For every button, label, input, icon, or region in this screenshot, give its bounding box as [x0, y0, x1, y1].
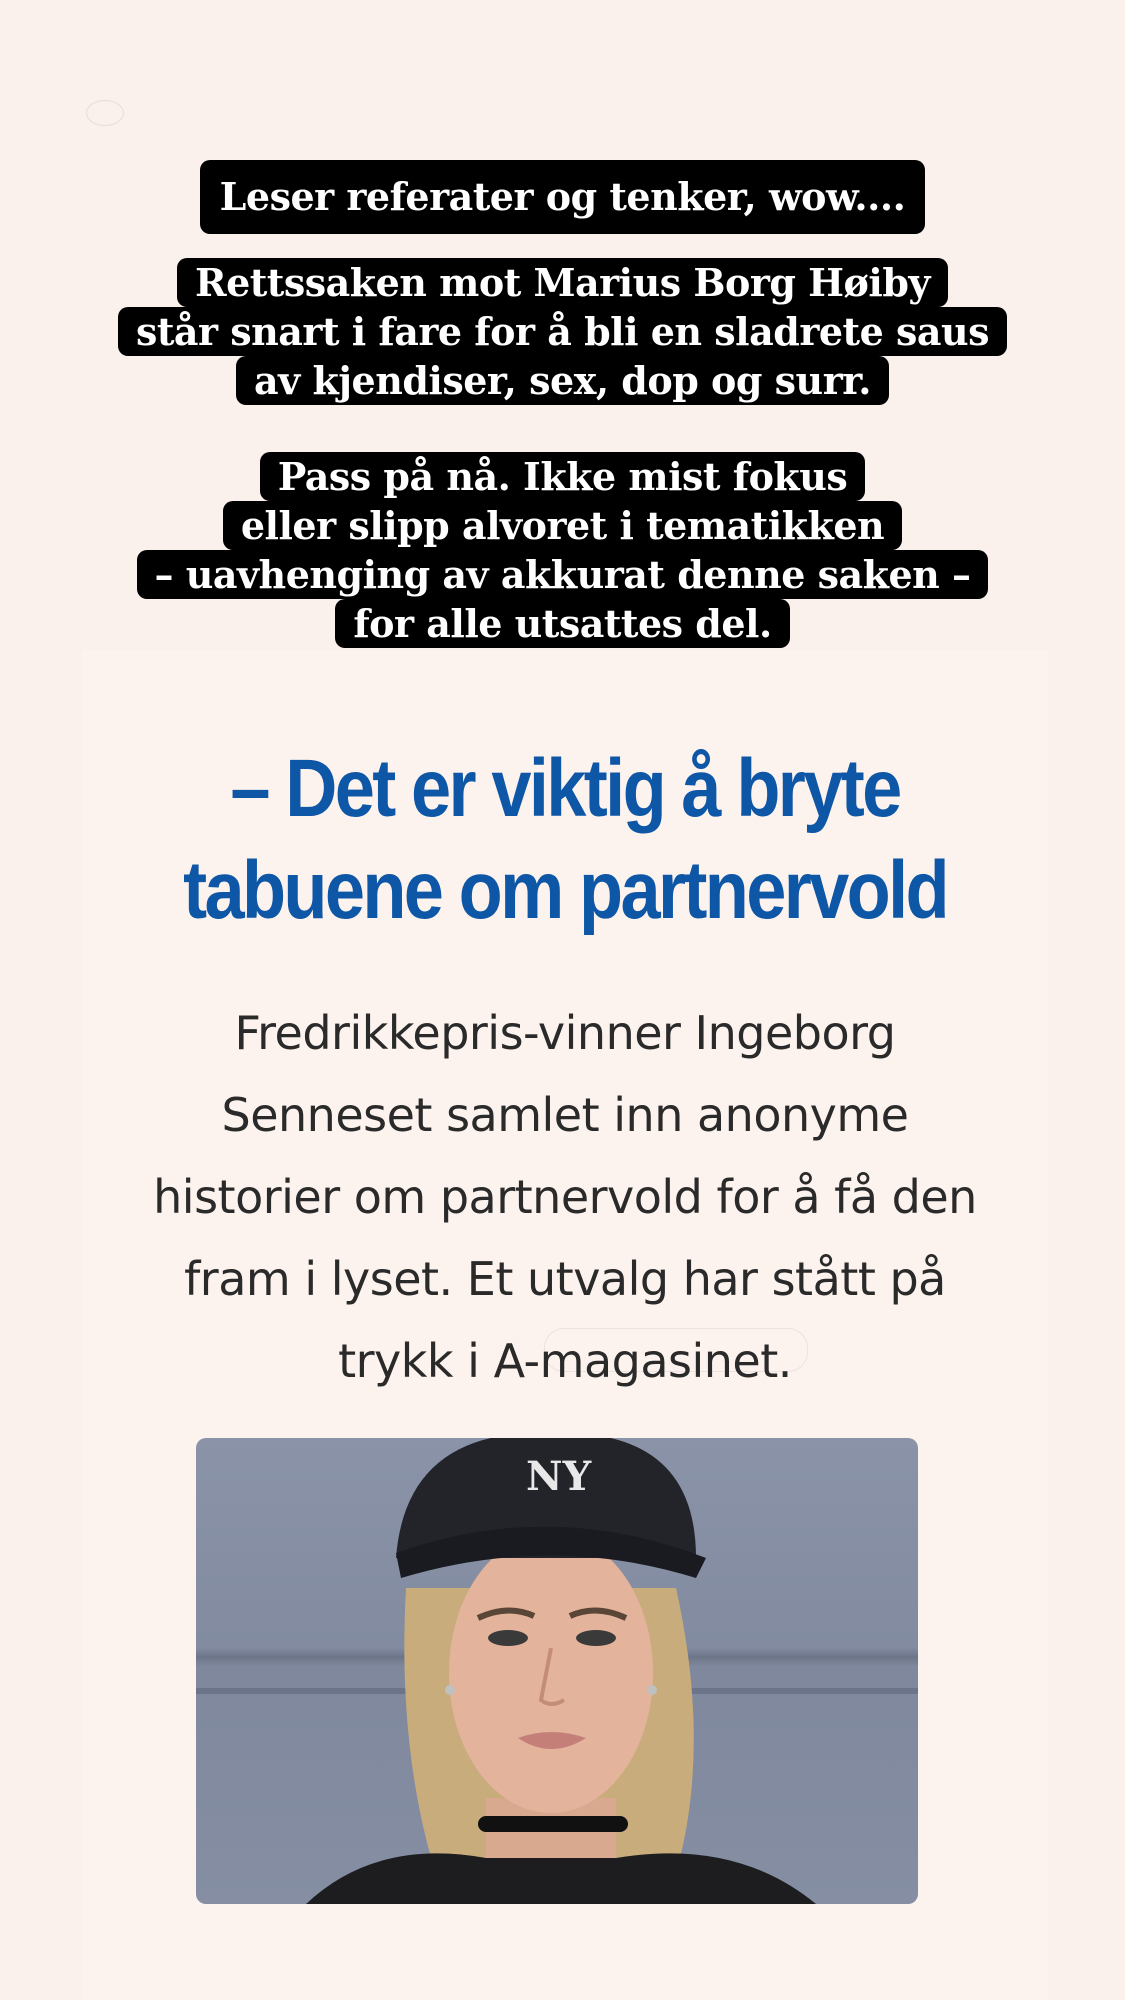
headline-line: tabuene om partnervold	[183, 845, 947, 936]
lead-line: Senneset samlet inn anonyme	[221, 1088, 909, 1142]
earring	[647, 1685, 657, 1695]
caption-line: Pass på nå. Ikke mist fokus	[260, 452, 866, 501]
article-headline	[140, 738, 990, 942]
sticker-dot	[86, 100, 124, 126]
portrait-illustration	[196, 1438, 918, 1904]
lead-line: Fredrikkepris-vinner Ingeborg	[234, 1006, 896, 1060]
caption-line: eller slipp alvoret i tematikken	[223, 501, 902, 550]
lead-line: trykk i A-magasinet.	[338, 1334, 792, 1388]
choker	[478, 1816, 628, 1832]
lead-line: historier om partnervold for å få den	[153, 1170, 977, 1224]
headline-line: – Det er viktig å bryte	[230, 743, 900, 834]
shirt	[306, 1853, 816, 1904]
caption-line: står snart i fare for å bli en sladrete saus	[118, 307, 1007, 356]
caption-line: for alle utsattes del.	[335, 599, 789, 648]
caption-line: Leser referater og tenker, wow....	[200, 160, 926, 234]
article-photo[interactable]	[196, 1438, 918, 1904]
cap-logo: NY	[526, 1453, 592, 1500]
right-eye	[576, 1630, 616, 1646]
caption-line: Rettssaken mot Marius Borg Høiby	[177, 258, 948, 307]
article-lead	[102, 992, 1028, 1402]
earring	[445, 1685, 455, 1695]
caption-3	[0, 452, 1125, 648]
caption-line: av kjendiser, sex, dop og surr.	[236, 356, 889, 405]
caption-1	[0, 160, 1125, 234]
face	[449, 1533, 653, 1813]
article-card[interactable]	[82, 650, 1048, 2000]
left-eye	[488, 1630, 528, 1646]
lead-line: fram i lyset. Et utvalg har stått på	[184, 1252, 946, 1306]
caption-2	[0, 258, 1125, 405]
caption-line: – uavhenging av akkurat denne saken –	[137, 550, 989, 599]
